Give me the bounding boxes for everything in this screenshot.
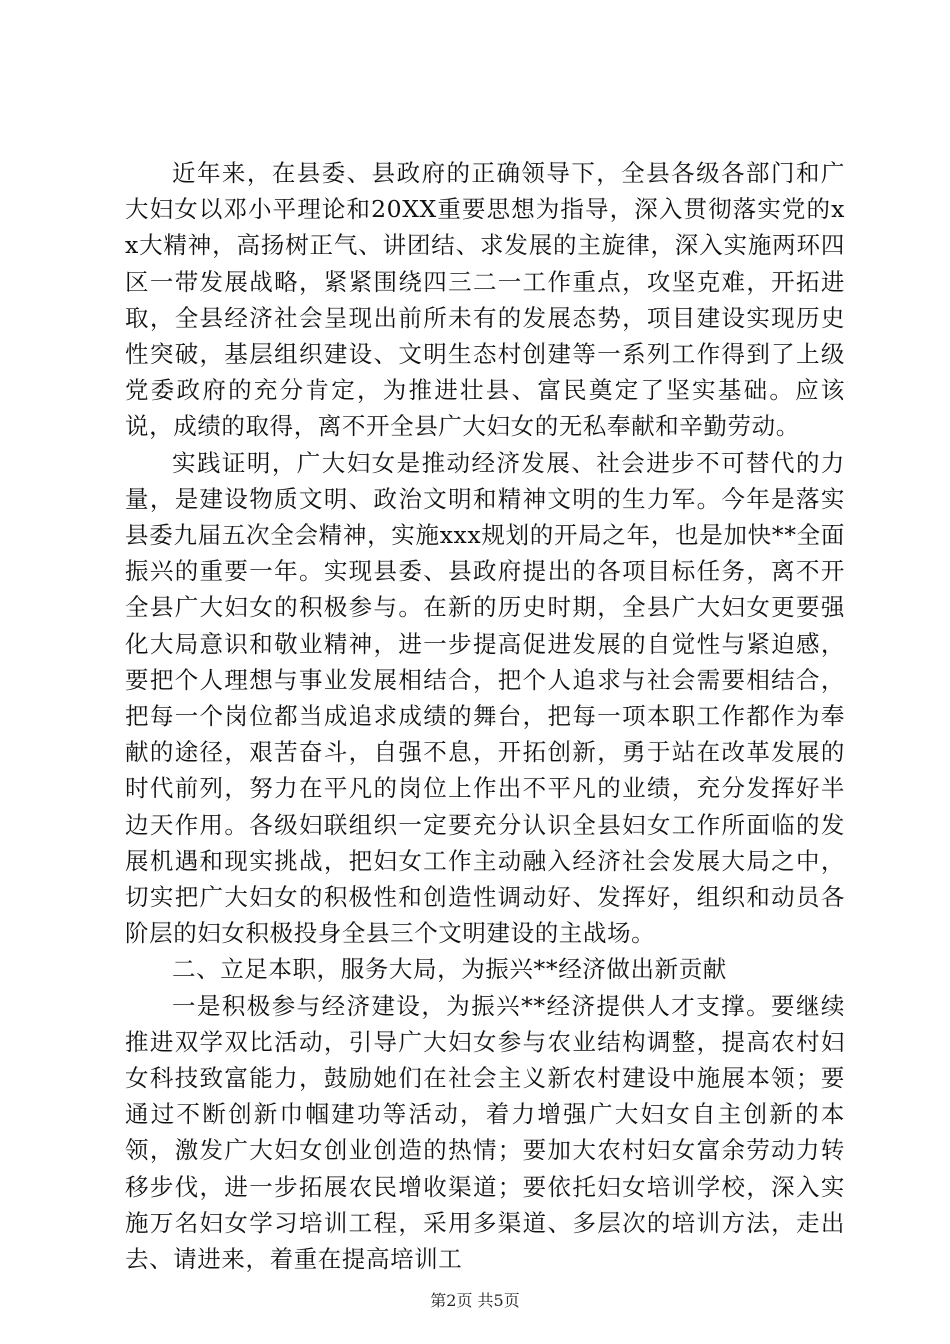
paragraph-economic-participation: 一是积极参与经济建设，为振兴**经济提供人才支撑。要继续推进双学双比活动，引导广大妇女参与农业结构调整，提高农村妇女科技致富能力，鼓励她们在社会主义新农村建设中施展本领；要通过不断创新巾帼建功等活动，着力增强广大妇女自主创新的本领，激发广大妇女创业创造的热情；要加大农村妇女富余劳动力转移步伐，进一步拓展农民增收渠道；要依托妇女培训学校，深入实施万名妇女学习培训工程，采用多渠道、多层次的培训方法，走出去、请进来，着重在提高培训工	[125, 991, 845, 1274]
section-heading: 二、立足本职，服务大局，为振兴**经济做出新贡献	[172, 955, 727, 984]
document-body	[125, 155, 845, 1277]
paragraph-achievements: 近年来，在县委、县政府的正确领导下，全县各级各部门和广大妇女以邓小平理论和20XX重要思想为指导，深入贯彻落实党的xx大精神，高扬树正气、讲团结、求发展的主旋律，深入实施两环四区一带发展战略，紧紧围绕四三二一工作重点，攻坚克难，开拓进取，全县经济社会呈现出前所未有的发展态势，项目建设实现历史性突破，基层组织建设、文明生态村创建等一系列工作得到了上级党委政府的充分肯定，为推进壮县、富民奠定了坚实基础。应该说，成绩的取得，离不开全县广大妇女的无私奉献和辛勤劳动。	[125, 159, 845, 441]
paragraph-women-role: 实践证明，广大妇女是推动经济发展、社会进步不可替代的力量，是建设物质文明、政治文明和精神文明的生力军。今年是落实县委九届五次全会精神，实施xxx规划的开局之年，也是加快**全面振兴的重要一年。实现县委、县政府提出的各项目标任务，离不开全县广大妇女的积极参与。在新的历史时期，全县广大妇女更要强化大局意识和敬业精神，进一步提高促进发展的自觉性与紧迫感，要把个人理想与事业发展相结合，把个人追求与社会需要相结合，把每一个岗位都当成追求成绩的舞台，把每一项本职工作都作为奉献的途径，艰苦奋斗，自强不息，开拓创新，勇于站在改革发展的时代前列，努力在平凡的岗位上作出不平凡的业绩，充分发挥好半边天作用。各级妇联组织一定要充分认识全县妇女工作所面临的发展机遇和现实挑战，把妇女工作主动融入经济社会发展大局之中，切实把广大妇女的积极性和创造性调动好、发挥好，组织和动员各阶层的妇女积极投身全县三个文明建设的主战场。	[125, 448, 845, 948]
page-number-footer: 第2页 共5页	[430, 1291, 520, 1310]
